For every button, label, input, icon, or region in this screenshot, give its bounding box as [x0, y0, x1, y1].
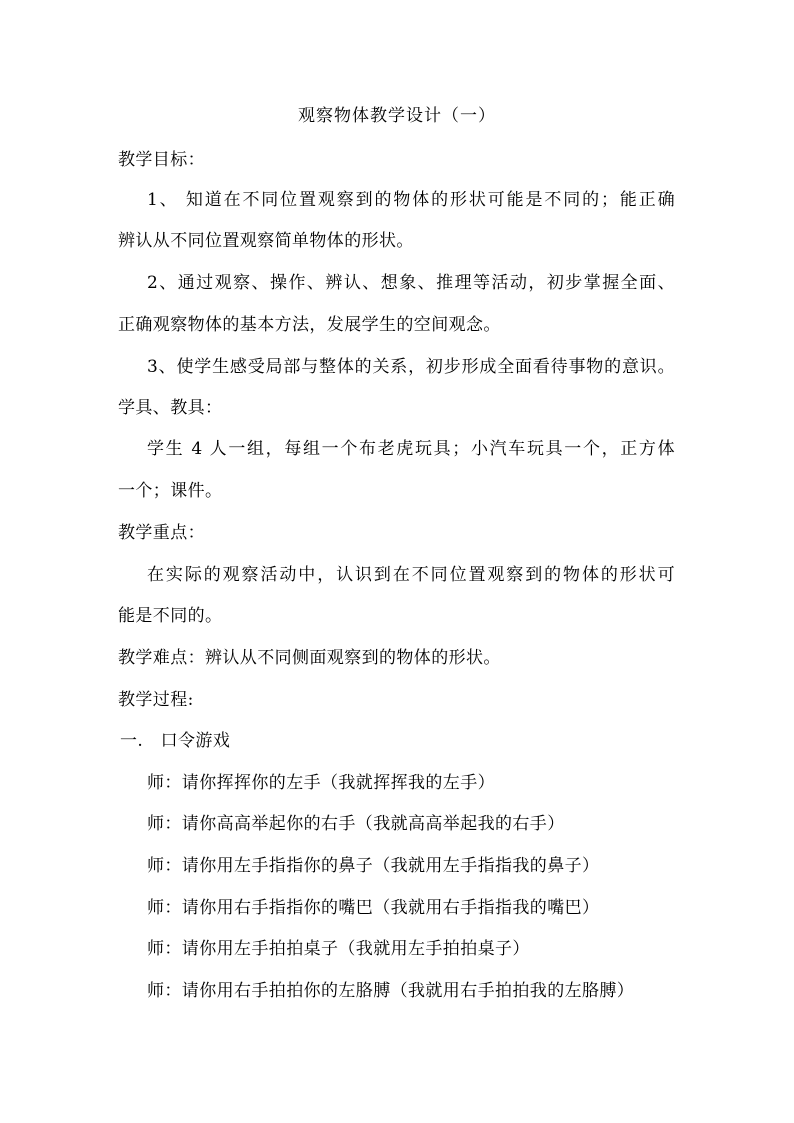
dialog-line-6: 师：请你用右手拍拍你的左胳膊（我就用右手拍拍我的左胳膊） [147, 981, 635, 1001]
focus-line-2: 能是不同的。 [118, 606, 223, 626]
section-1-heading: 一. 口令游戏 [120, 731, 231, 751]
focus-line-1: 在实际的观察活动中，认识到在不同位置观察到的物体的形状可 [147, 565, 675, 585]
tools-line-1: 学生 4 人一组，每组一个布老虎玩具；小汽车玩具一个，正方体 [147, 439, 675, 459]
goals-heading: 教学目标： [118, 150, 205, 170]
goal-1-line-2: 辨认从不同位置观察简单物体的形状。 [118, 231, 414, 251]
goal-3: 3、使学生感受局部与整体的关系，初步形成全面看待事物的意识。 [147, 357, 675, 377]
difficulty-line: 教学难点：辨认从不同侧面观察到的物体的形状。 [118, 648, 501, 668]
goal-2-line-2: 正确观察物体的基本方法，发展学生的空间观念。 [118, 315, 501, 335]
dialog-line-4: 师：请你用右手指指你的嘴巴（我就用右手指指我的嘴巴） [147, 898, 600, 918]
tools-line-2: 一个；课件。 [118, 481, 223, 501]
goal-1-line-1: 1、 知道在不同位置观察到的物体的形状可能是不同的；能正确 [147, 190, 675, 210]
focus-heading: 教学重点： [118, 523, 205, 543]
process-heading: 教学过程: [118, 690, 194, 710]
dialog-line-2: 师：请你高高举起你的右手（我就高高举起我的右手） [147, 814, 565, 834]
dialog-line-3: 师：请你用左手指指你的鼻子（我就用左手指指我的鼻子） [147, 856, 600, 876]
dialog-line-5: 师：请你用左手拍拍桌子（我就用左手拍拍桌子） [147, 939, 530, 959]
goal-2-line-1: 2、通过观察、操作、辨认、想象、推理等活动，初步掌握全面、 [147, 273, 675, 293]
dialog-line-1: 师：请你挥挥你的左手（我就挥挥我的左手） [147, 773, 495, 793]
tools-heading: 学具、教具： [118, 398, 223, 418]
document-title: 观察物体教学设计（一） [298, 106, 496, 126]
